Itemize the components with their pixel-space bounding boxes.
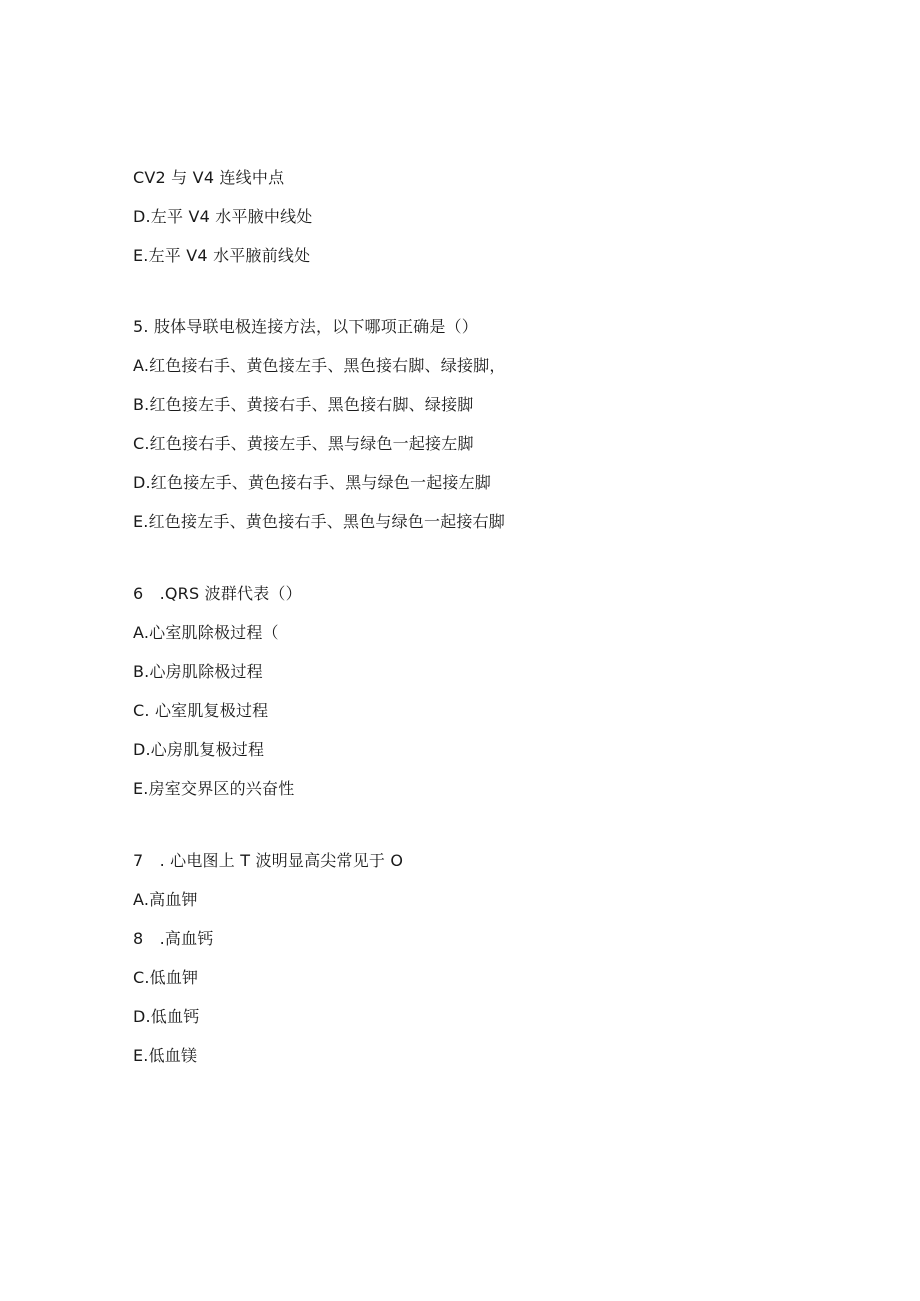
option-e-q5: E.红色接左手、黄色接右手、黑色与绿色一起接右脚 (133, 512, 505, 531)
option-b-q6: B.心房肌除极过程 (133, 662, 263, 681)
option-d-q7: D.低血钙 (133, 1007, 200, 1026)
option-b-q7: 8 .高血钙 (133, 929, 214, 948)
option-a-q7: A.高血钾 (133, 890, 198, 909)
option-a-q5: A.红色接右手、黄色接左手、黑色接右脚、绿接脚， (133, 356, 506, 375)
option-c-q4: CV2 与 V4 连线中点 (133, 168, 285, 187)
question-5: 5. 肢体导联电极连接方法，以下哪项正确是（） (133, 317, 478, 336)
option-d-q4: D.左平 V4 水平腋中线处 (133, 207, 313, 226)
option-b-q5: B.红色接左手、黄接右手、黑色接右脚、绿接脚 (133, 395, 474, 414)
option-e-q6: E.房室交界区的兴奋性 (133, 779, 295, 798)
option-c-q5: C.红色接右手、黄接左手、黑与绿色一起接左脚 (133, 434, 474, 453)
option-e-q7: E.低血镁 (133, 1046, 198, 1065)
option-e-q4: E.左平 V4 水平腋前线处 (133, 246, 311, 265)
option-d-q6: D.心房肌复极过程 (133, 740, 265, 759)
question-7: 7 . 心电图上 T 波明显高尖常见于 O (133, 851, 404, 870)
option-c-q7: C.低血钾 (133, 968, 199, 987)
option-d-q5: D.红色接左手、黄色接右手、黑与绿色一起接左脚 (133, 473, 492, 492)
question-6: 6 .QRS 波群代表（） (133, 584, 302, 603)
option-a-q6: A.心室肌除极过程（ (133, 623, 279, 642)
option-c-q6: C. 心室肌复极过程 (133, 701, 269, 720)
